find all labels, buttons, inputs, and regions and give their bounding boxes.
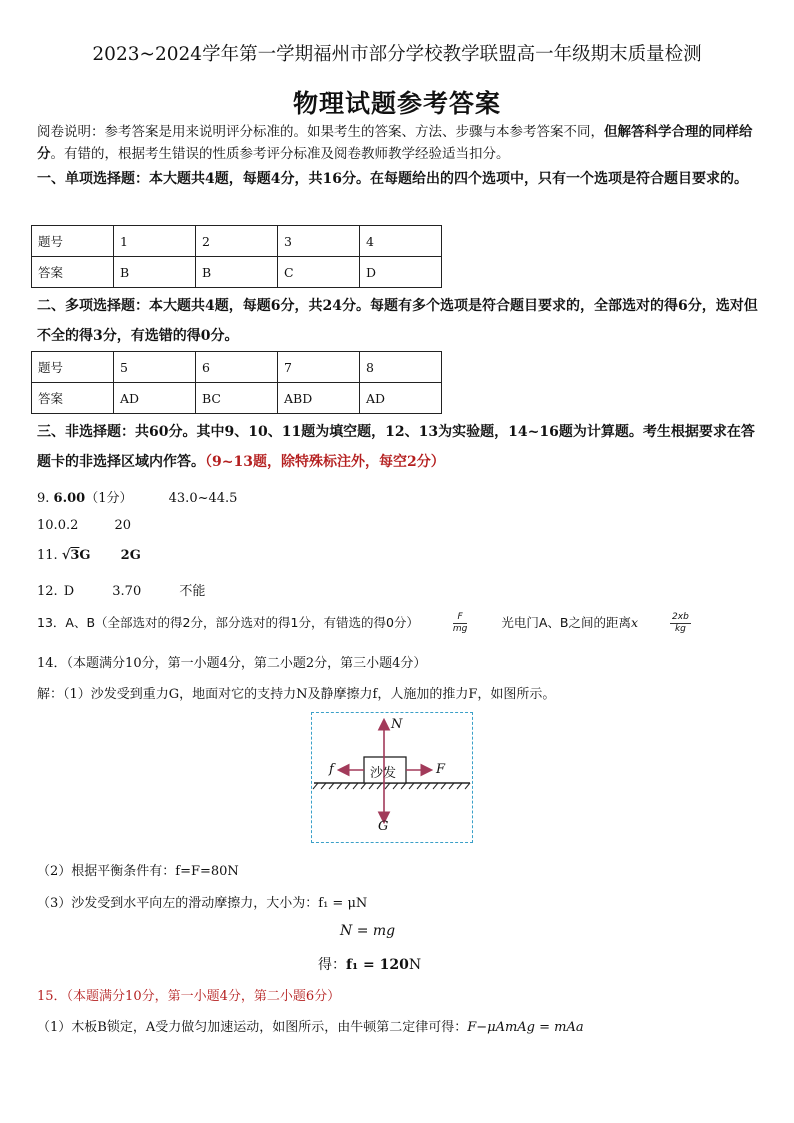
section3-title: [37, 417, 761, 477]
cell: AD: [360, 383, 442, 414]
table-row: [32, 257, 442, 288]
q11-root: 3: [70, 548, 80, 563]
section1-table: [31, 225, 442, 288]
q-num: 9.: [37, 491, 50, 506]
table-row: [32, 226, 442, 257]
cell: ABD: [278, 383, 360, 414]
label-sofa: 沙发: [370, 766, 397, 781]
q11-answer-b: 2G: [120, 548, 141, 563]
q13-text: 13．A、B（全部选对的得2分，部分选对的得1分，有错选的得0分）: [37, 615, 419, 630]
answer-13: [37, 612, 691, 635]
q11-answer: √3G: [61, 548, 91, 563]
cell: 答案: [32, 257, 114, 288]
q9-answer-b: 43.0~44.5: [168, 491, 238, 506]
q14-header: 14．（本题满分10分，第一小题4分，第二小题2分，第三小题4分）: [37, 656, 427, 671]
q15-header: [37, 985, 340, 1004]
grading-note: [37, 121, 761, 165]
frac-den: mg: [452, 624, 468, 634]
eq2-unit: N: [408, 957, 422, 973]
note-bold: 但解答科学合理的同样给分: [37, 124, 753, 162]
q14-eq1: N = mg: [340, 923, 396, 939]
q13-fraction-2: [670, 612, 691, 635]
q15-line1: [37, 1016, 584, 1035]
eq2-value: f₁ = 120: [346, 957, 409, 973]
answer-12: [37, 580, 205, 599]
label-F: F: [436, 762, 446, 777]
label-f: f: [329, 762, 334, 777]
frac-num: 2xb: [672, 612, 689, 622]
table-row: [32, 352, 442, 383]
cell: 4: [360, 226, 442, 257]
exam-title: 2023~2024学年第一学期福州市部分学校教学联盟高一年级期末质量检测: [92, 44, 702, 65]
cell: 7: [278, 352, 360, 383]
q10-answer-b: 20: [114, 518, 132, 533]
q15-text: （1）木板B锁定，A受力做匀加速运动，如图所示，由牛顿第二定律可得：: [37, 1020, 468, 1035]
cell: C: [278, 257, 360, 288]
cell: 5: [114, 352, 196, 383]
q13-mid: 光电门A、B之间的距离: [501, 615, 631, 630]
cell: AD: [114, 383, 196, 414]
cell: 3: [278, 226, 360, 257]
section3-note: （9~13题，除特殊标注外，每空2分）: [205, 454, 445, 470]
cell: B: [114, 257, 196, 288]
force-diagram: [311, 712, 473, 843]
cell: 6: [196, 352, 278, 383]
q13-fraction-1: [453, 612, 467, 635]
q-num: 12.: [37, 584, 58, 599]
q-num: 10.: [37, 518, 58, 533]
cell: 答案: [32, 383, 114, 414]
label-N: N: [391, 717, 403, 732]
page-title: 物理试题参考答案: [292, 89, 501, 118]
answer-9: [37, 487, 237, 506]
q11-sym: G: [79, 548, 91, 563]
cell: B: [196, 257, 278, 288]
q-num: 11.: [37, 548, 58, 563]
cell: D: [360, 257, 442, 288]
q15-eq: F−μAmAg = mAa: [467, 1020, 584, 1035]
cell: 2: [196, 226, 278, 257]
ground-hatch: [313, 783, 470, 789]
cell: 8: [360, 352, 442, 383]
q9-points: （1分）: [85, 491, 133, 506]
section3-text: 三、非选择题：共60分。其中9、10、11题为填空题，12、13为实验题，14~16题为计算题。考生根据要求在答题卡的非选择区域内作答。: [37, 424, 755, 470]
q13-var: x: [631, 615, 639, 630]
section2-title: 二、多项选择题：本大题共4题，每题6分，共24分。每题有多个选项是符合题目要求的，全部选对的得6分，选对但不全的得3分，有选错的得0分。: [37, 298, 758, 344]
q15-header-text: 15．（本题满分10分，第一小题4分，第二小题6分）: [37, 989, 341, 1004]
q12-answer-b: 3.70: [112, 584, 142, 599]
q14-eq2: [318, 954, 421, 974]
q12-answer-c: 不能: [179, 584, 206, 599]
q14-line3: （3）沙发受到水平向左的滑动摩擦力，大小为：f₁ = μN: [37, 896, 368, 911]
frac-num: F: [453, 612, 467, 624]
section2-table: [31, 351, 442, 414]
q12-answer: D: [63, 584, 75, 599]
frac-den: kg: [674, 624, 686, 634]
note-part2: 。有错的，根据考生错误的性质参考评分标准及阅卷教师教学经验适当扣分。: [50, 146, 510, 162]
note-part1: 阅卷说明：参考答案是用来说明评分标准的。如果考生的答案、方法、步骤与本参考答案不同，: [37, 124, 604, 140]
q14-line2: （2）根据平衡条件有：f=F=80N: [37, 864, 239, 879]
q14-line1: 解：（1）沙发受到重力G，地面对它的支持力N及静摩擦力f，人施加的推力F，如图所示。: [37, 687, 556, 702]
table-row: [32, 383, 442, 414]
answer-10: [37, 518, 131, 533]
section1-title: 一、单项选择题：本大题共4题，每题4分，共16分。在每题给出的四个选项中，只有一个选项是符合题目要求的。: [37, 171, 748, 187]
answer-11: [37, 548, 141, 563]
eq2-prefix: 得：: [318, 957, 346, 973]
cell: 题号: [32, 352, 114, 383]
cell: BC: [196, 383, 278, 414]
label-G: G: [378, 819, 389, 834]
q10-answer: 0.2: [57, 518, 79, 533]
q9-answer: 6.00: [53, 491, 86, 506]
cell: 题号: [32, 226, 114, 257]
cell: 1: [114, 226, 196, 257]
